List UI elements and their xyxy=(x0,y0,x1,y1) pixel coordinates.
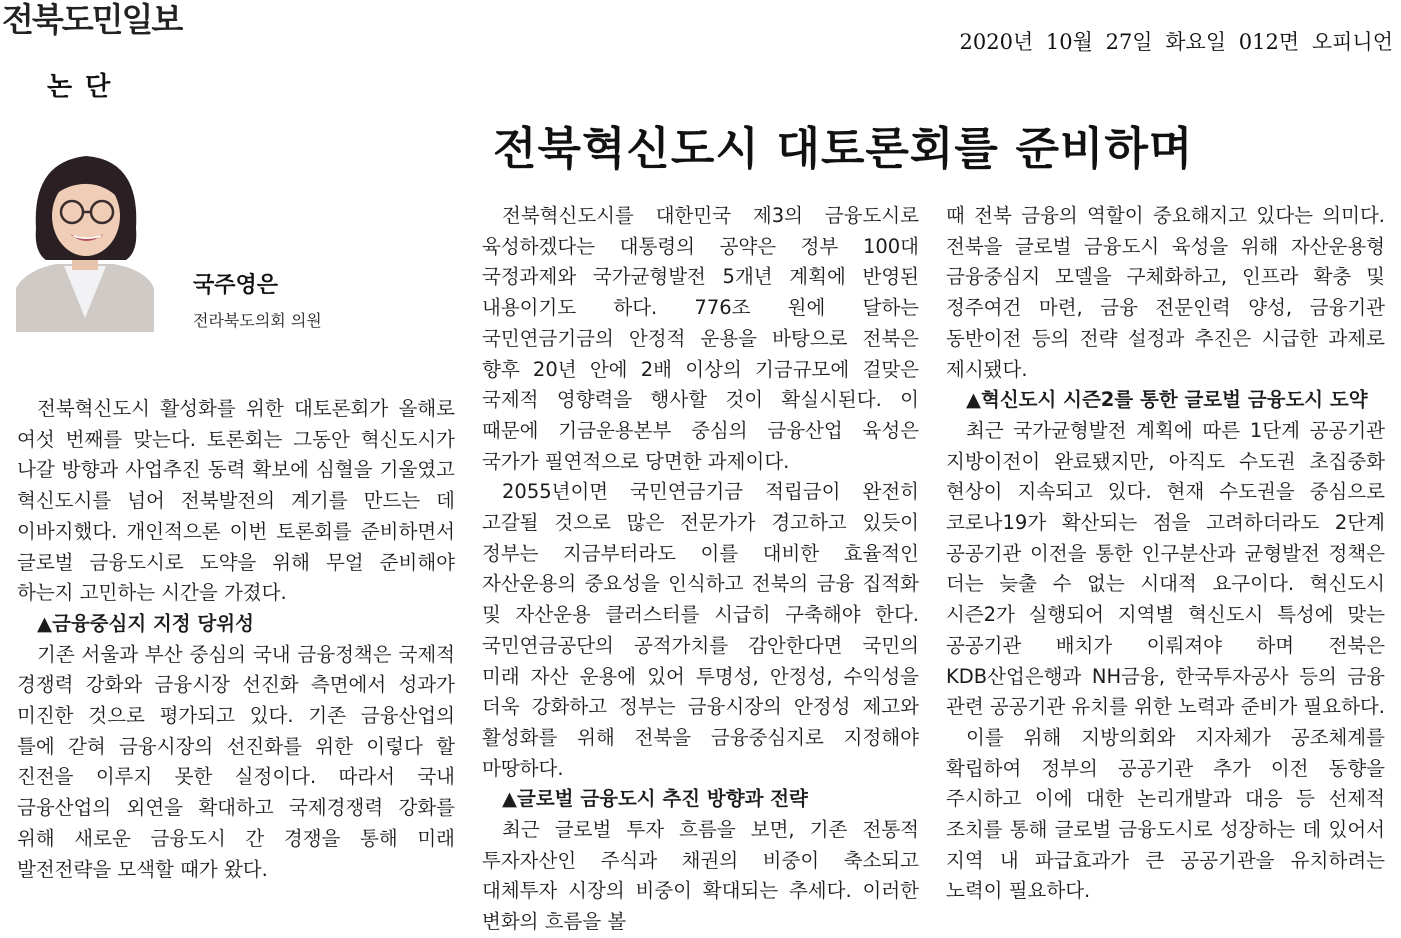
paragraph: 최근 국가균형발전 계획에 따른 1단계 공공기관 지방이전이 완료됐지만, 아직도 수도권 초집중화 현상이 지속되고 있다. 현재 수도권을 중심으로 코로나19가 확산되는 점을 고려하더라도 2단계 공공기관 이전을 통한 인구분산과 균형발전 정책은 더는 늦출 수 없는 시대적 요구이다. 혁신도시 시즌2가 실행되어 지역별 혁신도시 특성에 맞는 공공기관 배치가 이뤄져야 하며 전북은 KDB산업은행과 NH금융, 한국투자공사 등의 금융 관련 공공기관 유치를 위한 노력과 준비가 필요하다. xyxy=(946,418,1385,719)
subheading: ▲글로벌 금융도시 추진 방향과 전략 xyxy=(502,787,808,811)
paragraph-continued: 때 전북 금융의 역할이 중요해지고 있다는 의미다. 전북을 글로벌 금융도시 육성을 위해 자산운용형 금융중심지 모델을 구체화하고, 인프라 확충 및 정주여건 마련, 금융 전문인력 양성, 금융기관 동반이전 등의 전략 설정과 추진은 시급한 과제로 제시됐다. xyxy=(946,204,1385,381)
paragraph: 2055년이면 국민연금기금 적립금이 완전히 고갈될 것으로 많은 전문가가 경고하고 있듯이 정부는 지금부터라도 이를 대비한 효율적인 자산운용의 중요성을 인식하고 전북의 금융 집적화 및 자산운용 클러스터를 시급히 구축해야 한다. 국민연금공단의 공적가치를 감안한다면 국민의 미래 자산 운용에 있어 투명성, 안정성, 수익성을 더욱 강화하고 정부는 금융시장의 안정성 제고와 활성화를 위해 전북을 금융중심지로 지정해야 마땅하다. xyxy=(482,480,919,780)
paragraph: 전북혁신도시를 대한민국 제3의 금융도시로 육성하겠다는 대통령의 공약은 정부 100대 국정과제와 국가균형발전 5개년 계획에 반영된 내용이기도 하다. 776조 원에 달하는 국민연금기금의 안정적 운용을 바탕으로 전북은 향후 20년 안에 2배 이상의 기금규모에 걸맞은 국제적 영향력을 행사할 것이 확실시된다. 이 때문에 기금운용본부 중심의 금융산업 육성은 국가가 필연적으로 당면한 과제이다. xyxy=(482,204,919,473)
paragraph: 기존 서울과 부산 중심의 국내 금융정책은 국제적 경쟁력 강화와 금융시장 선진화 측면에서 성과가 미진한 것으로 평가되고 있다. 기존 금융산업의 틀에 갇혀 금융시장의 선진화를 위한 이렇다 할 진전을 이루지 못한 실정이다. 따라서 국내 금융산업의 외연을 확대하고 국제경쟁력 강화를 위해 새로운 금융도시 간 경쟁을 통해 미래 발전전략을 모색할 때가 왔다. xyxy=(17,642,455,881)
paragraph: 최근 글로벌 투자 흐름을 보면, 기존 전통적 투자자산인 주식과 채권의 비중이 축소되고 대체투자 시장의 비중이 확대되는 추세다. 이러한 변화의 흐름을 볼 xyxy=(482,818,919,934)
portrait-photo-icon xyxy=(16,148,154,332)
article-column-1 xyxy=(17,394,455,885)
author-name: 국주영은 xyxy=(193,273,279,298)
article-column-2 xyxy=(482,201,919,938)
headline: 전북혁신도시 대토론회를 준비하며 xyxy=(493,122,1194,175)
author-title: 전라북도의회 의원 xyxy=(193,311,322,330)
section-label: 논 단 xyxy=(47,72,113,102)
masthead: 전북도민일보 xyxy=(2,0,182,39)
paragraph: 전북혁신도시 활성화를 위한 대토론회가 올해로 여섯 번째를 맞는다. 토론회는 그동안 혁신도시가 나갈 방향과 사업추진 동력 확보에 심혈을 기울였고 혁신도시를 넘어 전북발전의 계기를 만드는 데 이바지했다. 개인적으론 이번 토론회를 준비하면서 글로벌 금융도시로 도약을 위해 무얼 준비해야 하는지 고민하는 시간을 가졌다. xyxy=(17,397,455,605)
article-column-3 xyxy=(946,201,1385,907)
paragraph: 이를 위해 지방의회와 지자체가 공조체계를 확립하여 정부의 공공기관 추가 이전 동향을 주시하고 이에 대한 논리개발과 대응 등 선제적 조치를 통해 글로벌 금융도시로 성장하는 데 있어서 지역 내 파급효과가 큰 공공기관을 유치하려는 노력이 필요하다. xyxy=(946,725,1385,903)
dateline: 2020년 10월 27일 화요일 012면 오피니언 xyxy=(959,30,1393,54)
subheading: ▲혁신도시 시즌2를 통한 글로벌 금융도시 도약 xyxy=(966,388,1368,412)
author-portrait xyxy=(16,148,154,332)
subheading: ▲금융중심지 지정 당위성 xyxy=(37,611,254,635)
